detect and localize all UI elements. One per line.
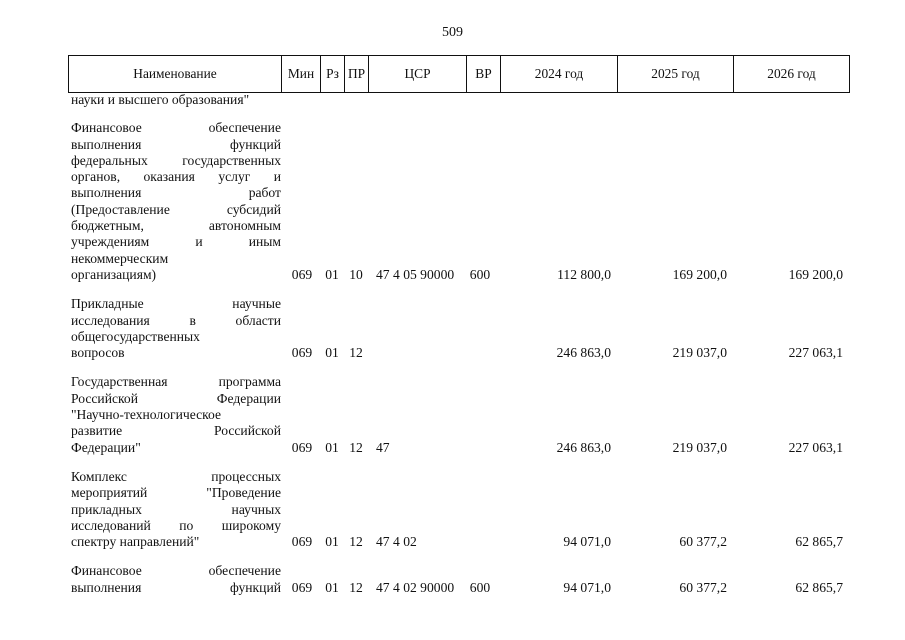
row-value-2024: 246 863,0 xyxy=(556,439,611,455)
row-csr: 47 4 02 90000 xyxy=(376,579,455,595)
row-name-line: некоммерческим xyxy=(71,250,169,266)
row-name xyxy=(68,120,281,283)
row-name-line: организациям) xyxy=(71,266,157,282)
row-name xyxy=(68,92,281,108)
row-value-2025: 219 037,0 xyxy=(672,439,727,455)
row-name-line: Федерации" xyxy=(71,439,141,455)
row-name-line: прикладных научных xyxy=(71,501,281,517)
row-name-line: федеральных государственных xyxy=(71,152,281,168)
table-row xyxy=(68,374,852,455)
row-min: 069 xyxy=(291,534,313,550)
row-value-2024: 112 800,0 xyxy=(557,266,611,282)
row-name-line: Государственная программа xyxy=(71,374,281,390)
row-name xyxy=(68,296,281,361)
row-name-line: выполнения работ xyxy=(71,185,281,201)
row-name-line: общегосударственных xyxy=(71,328,200,344)
row-rz: 01 xyxy=(325,579,339,595)
column-header-csr: ЦСР xyxy=(369,56,467,93)
row-name-line: выполнения функций xyxy=(71,579,281,595)
column-header-vr: ВР xyxy=(467,56,501,93)
row-name-line: Комплекс процессных xyxy=(71,468,281,484)
column-header-2024: 2024 год xyxy=(501,56,618,93)
row-value-2024: 246 863,0 xyxy=(556,345,611,361)
row-pr: 12 xyxy=(349,579,363,595)
row-vr: 600 xyxy=(469,579,491,595)
row-name xyxy=(68,563,281,596)
row-name-line: органов, оказания услуг и xyxy=(71,169,281,185)
row-pr: 12 xyxy=(349,439,363,455)
row-pr: 12 xyxy=(349,345,363,361)
row-value-2024: 94 071,0 xyxy=(563,579,611,595)
row-value-2024: 94 071,0 xyxy=(563,534,611,550)
row-value-2026: 227 063,1 xyxy=(788,345,843,361)
row-csr: 47 4 05 90000 xyxy=(376,266,455,282)
table-row xyxy=(68,296,852,361)
row-name xyxy=(68,374,281,455)
row-name xyxy=(68,469,281,550)
row-value-2025: 169 200,0 xyxy=(672,266,727,282)
row-pr: 10 xyxy=(349,266,363,282)
row-value-2026: 62 865,7 xyxy=(795,534,843,550)
row-name-line: учреждениям и иным xyxy=(71,234,281,250)
row-value-2025: 219 037,0 xyxy=(672,345,727,361)
row-name-line: науки и высшего образования" xyxy=(71,92,250,107)
column-header-pr: ПР xyxy=(345,56,369,93)
row-value-2026: 169 200,0 xyxy=(788,266,843,282)
row-value-2026: 227 063,1 xyxy=(788,439,843,455)
row-name-line: исследований по широкому xyxy=(71,517,281,533)
budget-table-header xyxy=(68,55,850,93)
row-rz: 01 xyxy=(325,266,339,282)
row-name-line: выполнения функций xyxy=(71,136,281,152)
page-number: 509 xyxy=(442,25,463,40)
row-value-2025: 60 377,2 xyxy=(679,579,727,595)
column-header-2026: 2026 год xyxy=(734,56,850,93)
row-rz: 01 xyxy=(325,345,339,361)
column-header-min: Мин xyxy=(282,56,321,93)
table-row xyxy=(68,563,852,596)
row-pr: 12 xyxy=(349,534,363,550)
row-name-line: бюджетным, автономным xyxy=(71,218,281,234)
row-min: 069 xyxy=(291,266,313,282)
row-name-line: исследования в области xyxy=(71,312,281,328)
row-name-line: Финансовое обеспечение xyxy=(71,563,281,579)
row-value-2025: 60 377,2 xyxy=(679,534,727,550)
row-rz: 01 xyxy=(325,439,339,455)
row-csr: 47 4 02 xyxy=(376,534,417,550)
row-name-line: Финансовое обеспечение xyxy=(71,120,281,136)
row-rz: 01 xyxy=(325,534,339,550)
row-min: 069 xyxy=(291,579,313,595)
row-value-2026: 62 865,7 xyxy=(795,579,843,595)
table-row xyxy=(68,120,852,283)
row-name-line: (Предоставление субсидий xyxy=(71,201,281,217)
budget-table-body xyxy=(68,92,852,609)
column-header-name: Наименование xyxy=(69,56,282,93)
table-row xyxy=(68,469,852,550)
column-header-rz: Рз xyxy=(321,56,345,93)
row-min: 069 xyxy=(291,345,313,361)
row-name-line: вопросов xyxy=(71,345,125,361)
row-name-line: "Научно-технологическое xyxy=(71,407,222,423)
row-name-line: развитие Российской xyxy=(71,423,281,439)
column-header-2025: 2025 год xyxy=(618,56,734,93)
row-vr: 600 xyxy=(469,266,491,282)
row-name-line: мероприятий "Проведение xyxy=(71,485,281,501)
row-name-line: спектру направлений" xyxy=(71,534,200,550)
row-name-line: Российской Федерации xyxy=(71,390,281,406)
row-min: 069 xyxy=(291,439,313,455)
row-name-line: Прикладные научные xyxy=(71,296,281,312)
row-csr: 47 xyxy=(376,439,390,455)
continuation-row xyxy=(68,92,852,108)
